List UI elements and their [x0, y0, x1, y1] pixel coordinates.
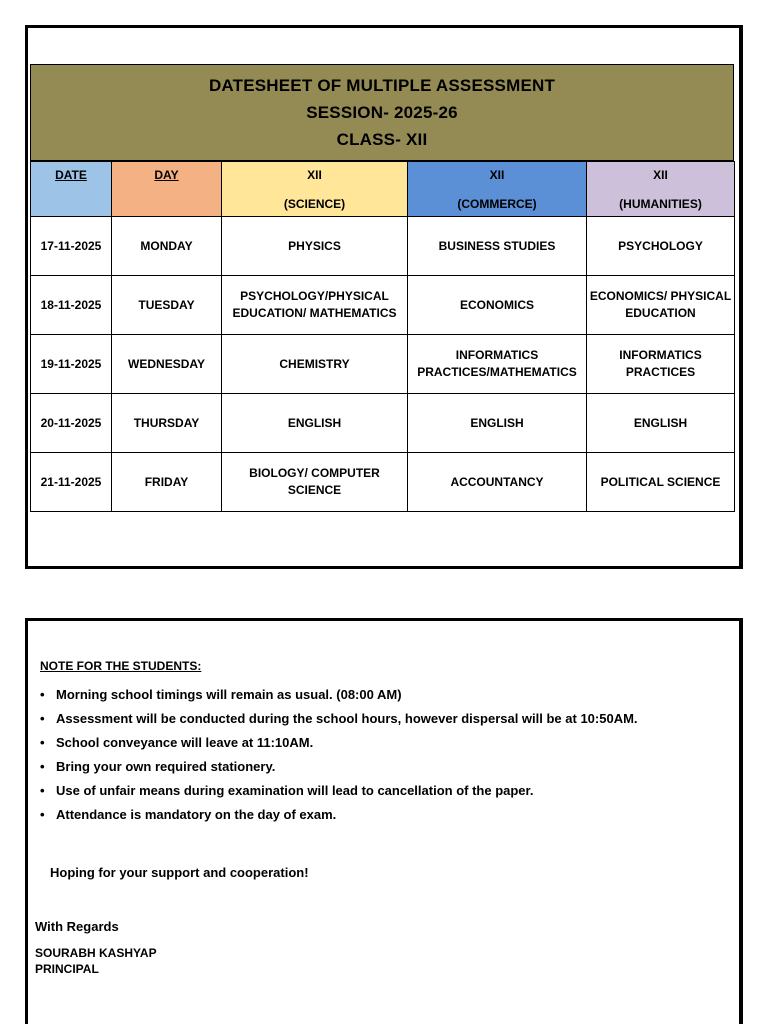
bullet-icon: • [40, 759, 45, 774]
header-commerce-class: XII [489, 168, 505, 182]
bullet-icon: • [40, 783, 45, 798]
bullet-icon: • [40, 711, 45, 726]
note-text: Assessment will be conducted during the school hours, however dispersal will be at 10:50AM. [56, 711, 638, 726]
cell-date: 20-11-2025 [31, 394, 112, 453]
note-text: Morning school timings will remain as usual. (08:00 AM) [56, 687, 402, 702]
header-day-label: DAY [154, 168, 179, 182]
datesheet-table [30, 161, 735, 512]
list-item [40, 755, 638, 779]
cell-science-subject: PSYCHOLOGY/PHYSICAL EDUCATION/ MATHEMATICS [222, 276, 408, 335]
header-humanities-stream: (HUMANITIES) [619, 197, 702, 211]
list-item [40, 731, 638, 755]
table-header-row [31, 162, 735, 217]
closing-line: Hoping for your support and cooperation! [50, 865, 309, 880]
cell-date: 21-11-2025 [31, 453, 112, 512]
bullet-icon: • [40, 735, 45, 750]
cell-humanities-subject: POLITICAL SCIENCE [587, 453, 735, 512]
note-text: Bring your own required stationery. [56, 759, 276, 774]
cell-humanities-subject: PSYCHOLOGY [587, 217, 735, 276]
header-humanities-class: XII [653, 168, 668, 182]
cell-date: 19-11-2025 [31, 335, 112, 394]
note-text: Use of unfair means during examination will lead to cancellation of the paper. [56, 783, 534, 798]
header-commerce [408, 162, 587, 217]
header-science [222, 162, 408, 217]
cell-day: MONDAY [112, 217, 222, 276]
datesheet-title-band [30, 64, 734, 161]
list-item [40, 779, 638, 803]
header-science-stream: (SCIENCE) [283, 197, 346, 211]
header-date [31, 162, 112, 217]
header-commerce-stream: (COMMERCE) [457, 197, 537, 211]
cell-science-subject: CHEMISTRY [222, 335, 408, 394]
note-text: Attendance is mandatory on the day of exam. [56, 807, 337, 822]
datesheet-title: DATESHEET OF MULTIPLE ASSESSMENT [208, 76, 556, 95]
cell-commerce-subject: ACCOUNTANCY [408, 453, 587, 512]
notes-list [40, 683, 638, 827]
cell-date: 18-11-2025 [31, 276, 112, 335]
cell-commerce-subject: INFORMATICS PRACTICES/MATHEMATICS [408, 335, 587, 394]
signature-block [35, 945, 157, 977]
cell-humanities-subject: INFORMATICS PRACTICES [587, 335, 735, 394]
header-day [112, 162, 222, 217]
cell-day: FRIDAY [112, 453, 222, 512]
notes-heading: NOTE FOR THE STUDENTS: [40, 659, 202, 673]
table-row [31, 394, 735, 453]
datesheet-class: CLASS- XII [336, 130, 428, 149]
table-row [31, 217, 735, 276]
header-science-class: XII [307, 168, 322, 182]
cell-humanities-subject: ENGLISH [587, 394, 735, 453]
table-row [31, 335, 735, 394]
note-text: School conveyance will leave at 11:10AM. [56, 735, 314, 750]
cell-date: 17-11-2025 [31, 217, 112, 276]
datesheet-container [30, 64, 734, 512]
cell-science-subject: BIOLOGY/ COMPUTER SCIENCE [222, 453, 408, 512]
regards-line: With Regards [35, 919, 119, 934]
table-row [31, 453, 735, 512]
cell-day: TUESDAY [112, 276, 222, 335]
table-row [31, 276, 735, 335]
notes-box [25, 618, 743, 1024]
cell-humanities-subject: ECONOMICS/ PHYSICAL EDUCATION [587, 276, 735, 335]
datesheet-session: SESSION- 2025-26 [306, 103, 458, 122]
bullet-icon: • [40, 807, 45, 822]
cell-commerce-subject: BUSINESS STUDIES [408, 217, 587, 276]
list-item [40, 803, 638, 827]
datesheet-box [25, 25, 743, 569]
header-date-label: DATE [55, 168, 87, 182]
header-humanities [587, 162, 735, 217]
cell-day: WEDNESDAY [112, 335, 222, 394]
cell-commerce-subject: ECONOMICS [408, 276, 587, 335]
cell-commerce-subject: ENGLISH [408, 394, 587, 453]
cell-science-subject: PHYSICS [222, 217, 408, 276]
signer-name: SOURABH KASHYAP [35, 946, 157, 960]
list-item [40, 707, 638, 731]
cell-science-subject: ENGLISH [222, 394, 408, 453]
cell-day: THURSDAY [112, 394, 222, 453]
list-item [40, 683, 638, 707]
signer-title: PRINCIPAL [35, 962, 99, 976]
bullet-icon: • [40, 687, 45, 702]
